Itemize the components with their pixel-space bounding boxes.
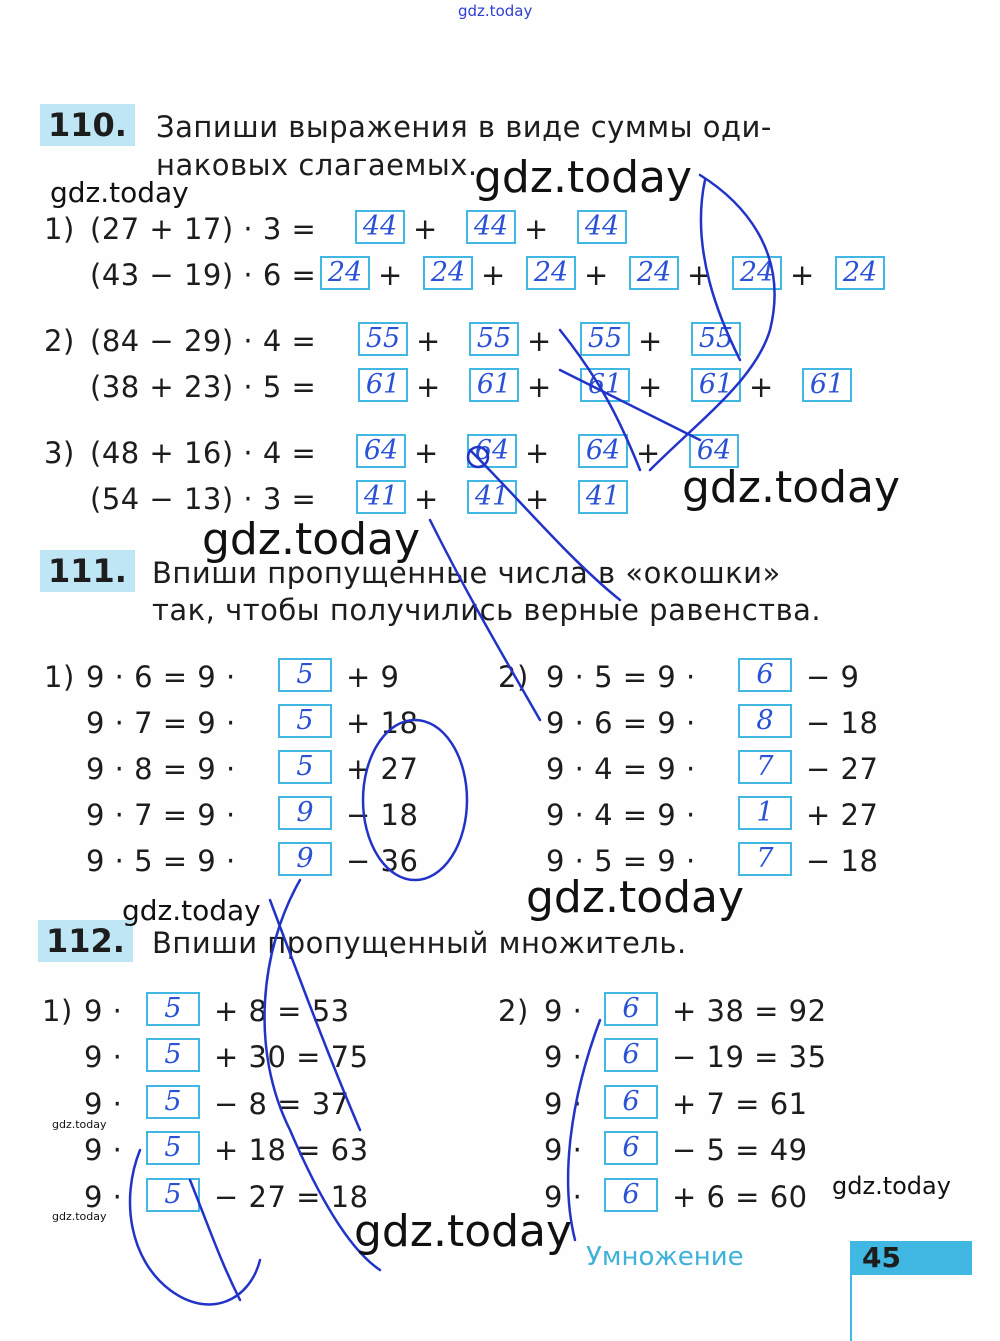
equation-right: − 27 [806, 752, 879, 786]
answer-box[interactable]: 44 [466, 210, 516, 244]
answer-box[interactable]: 55 [691, 322, 741, 356]
watermark: gdz.today [52, 1118, 107, 1131]
answer-box[interactable]: 61 [358, 368, 408, 402]
watermark: gdz.today [122, 894, 261, 927]
plus-sign: + [416, 324, 441, 358]
equation-right: + 18 = 63 [214, 1133, 369, 1167]
exercise-110-expression: (48 + 16) · 4 = [90, 436, 317, 470]
equation-left: 9 · [544, 1133, 583, 1167]
exercise-110-instruction-line1: Запиши выражения в виде суммы оди- [156, 110, 772, 144]
exercise-110-expression: (38 + 23) · 5 = [90, 370, 317, 404]
answer-box[interactable]: 5 [146, 1131, 200, 1165]
answer-box[interactable]: 5 [146, 1178, 200, 1212]
plus-sign: + [638, 324, 663, 358]
answer-box[interactable]: 41 [578, 480, 628, 514]
exercise-111-instruction-line2: так, чтобы получились верные равенства. [152, 593, 822, 627]
plus-sign: + [414, 482, 439, 516]
exercise-111-number: 111. [40, 550, 135, 592]
equation-right: − 5 = 49 [672, 1133, 808, 1167]
equation-left: 9 · [84, 1133, 123, 1167]
plus-sign: + [749, 370, 774, 404]
answer-box[interactable]: 61 [469, 368, 519, 402]
equation-right: + 30 = 75 [214, 1040, 369, 1074]
answer-box[interactable]: 64 [467, 434, 517, 468]
plus-sign: + [413, 212, 438, 246]
scribble-stroke [701, 180, 740, 360]
answer-box[interactable]: 61 [802, 368, 852, 402]
watermark: gdz.today [474, 152, 693, 203]
site-header-watermark: gdz.today [458, 2, 533, 20]
watermark: gdz.today [202, 514, 421, 565]
scribble-stroke [270, 900, 360, 1130]
answer-box[interactable]: 55 [580, 322, 630, 356]
equation-left: 9 · [84, 1087, 123, 1121]
equation-right: − 27 = 18 [214, 1180, 369, 1214]
plus-sign: + [584, 258, 609, 292]
answer-box[interactable]: 24 [835, 256, 885, 290]
exercise-110-number: 110. [40, 104, 135, 146]
answer-box[interactable]: 6 [604, 1131, 658, 1165]
plus-sign: + [636, 436, 661, 470]
equation-left: 9 · 8 = 9 · [86, 752, 236, 786]
answer-box[interactable]: 7 [738, 750, 792, 784]
answer-box[interactable]: 5 [278, 658, 332, 692]
exercise-112-instruction: Впиши пропущенный множитель. [152, 926, 687, 960]
scribble-stroke [430, 520, 540, 720]
plus-sign: + [525, 482, 550, 516]
equation-left: 9 · 7 = 9 · [86, 706, 236, 740]
answer-box[interactable]: 64 [356, 434, 406, 468]
exercise-110-expression: (84 − 29) · 4 = [90, 324, 317, 358]
plus-sign: + [481, 258, 506, 292]
exercise-112-col2-label: 2) [498, 994, 529, 1028]
equation-right: + 9 [346, 660, 400, 694]
answer-box[interactable]: 24 [320, 256, 370, 290]
exercise-112-col1-label: 1) [42, 994, 73, 1028]
answer-box[interactable]: 55 [358, 322, 408, 356]
answer-box[interactable]: 24 [423, 256, 473, 290]
answer-box[interactable]: 24 [629, 256, 679, 290]
exercise-111-instruction-line1: Впиши пропущенные числа в «окошки» [152, 556, 781, 590]
equation-left: 9 · [544, 1040, 583, 1074]
equation-right: − 19 = 35 [672, 1040, 827, 1074]
answer-box[interactable]: 5 [146, 992, 200, 1026]
equation-left: 9 · 4 = 9 · [546, 798, 696, 832]
equation-left: 9 · [84, 994, 123, 1028]
exercise-110-instruction-line2: наковых слагаемых. [156, 148, 478, 182]
scribble-stroke [190, 1180, 240, 1300]
answer-box[interactable]: 41 [356, 480, 406, 514]
answer-box[interactable]: 5 [146, 1038, 200, 1072]
answer-box[interactable]: 24 [526, 256, 576, 290]
watermark: gdz.today [52, 1210, 107, 1223]
answer-box[interactable]: 55 [469, 322, 519, 356]
watermark: gdz.today [832, 1172, 951, 1200]
equation-right: + 27 [346, 752, 419, 786]
exercise-111-col1-label: 1) [44, 660, 75, 694]
answer-box[interactable]: 6 [604, 1038, 658, 1072]
answer-box[interactable]: 6 [738, 658, 792, 692]
answer-box[interactable]: 9 [278, 842, 332, 876]
plus-sign: + [524, 212, 549, 246]
exercise-110-row-label: 1) [44, 212, 75, 246]
plus-sign: + [378, 258, 403, 292]
answer-box[interactable]: 5 [278, 750, 332, 784]
answer-box[interactable]: 6 [604, 992, 658, 1026]
answer-box[interactable]: 6 [604, 1178, 658, 1212]
answer-box[interactable]: 5 [278, 704, 332, 738]
scribble-stroke [130, 1150, 260, 1304]
equation-right: + 27 [806, 798, 879, 832]
plus-sign: + [414, 436, 439, 470]
equation-right: + 6 = 60 [672, 1180, 808, 1214]
equation-left: 9 · [544, 994, 583, 1028]
answer-box[interactable]: 61 [691, 368, 741, 402]
answer-box[interactable]: 6 [604, 1085, 658, 1119]
plus-sign: + [790, 258, 815, 292]
scribble-stroke [568, 1020, 600, 1240]
watermark: gdz.today [526, 872, 745, 923]
exercise-110-expression: (43 − 19) · 6 = [90, 258, 317, 292]
answer-box[interactable]: 8 [738, 704, 792, 738]
equation-right: − 8 = 37 [214, 1087, 350, 1121]
plus-sign: + [416, 370, 441, 404]
equation-right: − 18 [346, 798, 419, 832]
answer-box[interactable]: 9 [278, 796, 332, 830]
equation-left: 9 · 7 = 9 · [86, 798, 236, 832]
plus-sign: + [687, 258, 712, 292]
answer-box[interactable]: 44 [577, 210, 627, 244]
exercise-110-row-label: 3) [44, 436, 75, 470]
equation-right: + 18 [346, 706, 419, 740]
equation-left: 9 · 5 = 9 · [546, 844, 696, 878]
page-number: 45 [862, 1241, 901, 1274]
equation-right: + 38 = 92 [672, 994, 827, 1028]
scribble-stroke [470, 450, 620, 600]
equation-left: 9 · [544, 1180, 583, 1214]
answer-box[interactable]: 7 [738, 842, 792, 876]
scribble-stroke [560, 330, 640, 470]
exercise-110-expression: (27 + 17) · 3 = [90, 212, 317, 246]
equation-left: 9 · 4 = 9 · [546, 752, 696, 786]
answer-box[interactable]: 24 [732, 256, 782, 290]
equation-right: − 18 [806, 844, 879, 878]
answer-box[interactable]: 64 [578, 434, 628, 468]
equation-left: 9 · 5 = 9 · [546, 660, 696, 694]
scribble-stroke [560, 370, 700, 440]
watermark: gdz.today [354, 1206, 573, 1257]
answer-box[interactable]: 1 [738, 796, 792, 830]
plus-sign: + [638, 370, 663, 404]
scribble-stroke [363, 720, 467, 880]
answer-box[interactable]: 41 [467, 480, 517, 514]
watermark: gdz.today [50, 176, 189, 209]
equation-left: 9 · [84, 1040, 123, 1074]
equation-right: + 8 = 53 [214, 994, 350, 1028]
equation-right: − 36 [346, 844, 419, 878]
exercise-110-expression: (54 − 13) · 3 = [90, 482, 317, 516]
equation-left: 9 · 5 = 9 · [86, 844, 236, 878]
equation-right: − 18 [806, 706, 879, 740]
exercise-110-row-label: 2) [44, 324, 75, 358]
scribble-stroke [650, 175, 775, 470]
equation-right: + 7 = 61 [672, 1087, 808, 1121]
plus-sign: + [525, 436, 550, 470]
plus-sign: + [527, 370, 552, 404]
equation-left: 9 · 6 = 9 · [86, 660, 236, 694]
answer-box[interactable]: 44 [355, 210, 405, 244]
watermark: gdz.today [682, 462, 901, 513]
answer-box[interactable]: 5 [146, 1085, 200, 1119]
equation-left: 9 · [84, 1180, 123, 1214]
equation-left: 9 · [544, 1087, 583, 1121]
exercise-111-col2-label: 2) [498, 660, 529, 694]
section-title: Умножение [586, 1242, 744, 1272]
exercise-112-number: 112. [38, 920, 133, 962]
answer-box[interactable]: 61 [580, 368, 630, 402]
plus-sign: + [527, 324, 552, 358]
equation-left: 9 · 6 = 9 · [546, 706, 696, 740]
answer-box[interactable]: 64 [689, 434, 739, 468]
equation-right: − 9 [806, 660, 860, 694]
